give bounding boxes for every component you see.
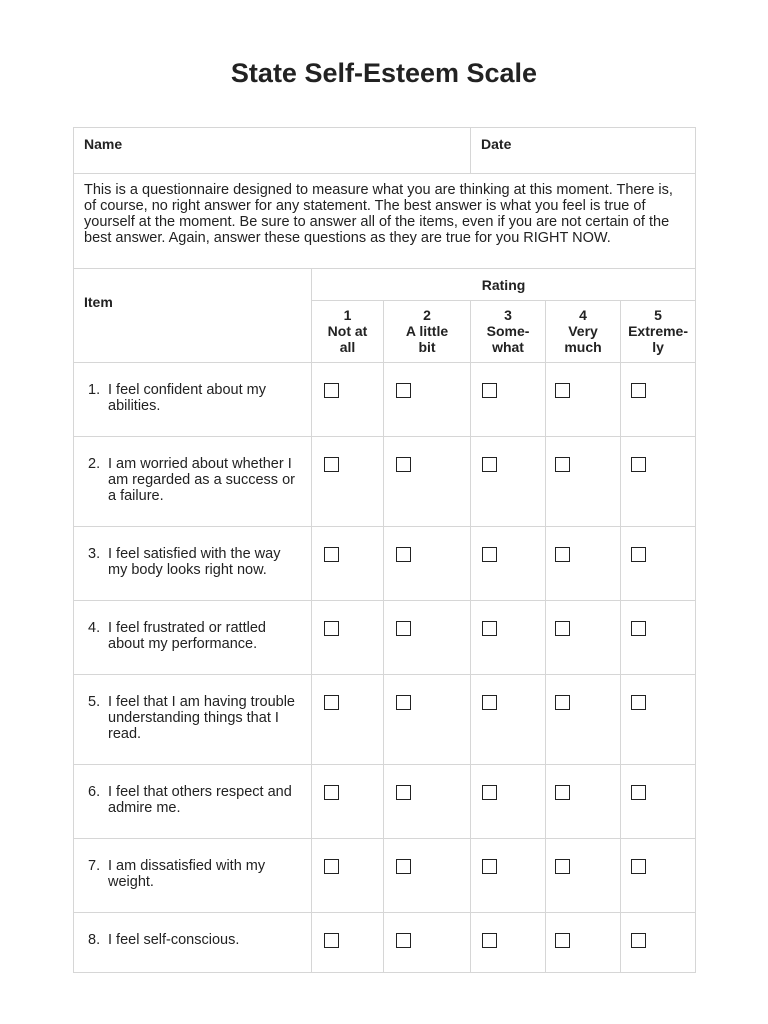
checkbox-5[interactable] [631,547,646,562]
table-row [74,527,696,601]
checkbox-5[interactable] [631,785,646,800]
checkbox-3[interactable] [482,785,497,800]
checkbox-3[interactable] [482,859,497,874]
checkbox-2[interactable] [396,547,411,562]
checkbox-2[interactable] [396,695,411,710]
checkbox-4[interactable] [555,695,570,710]
checkbox-1[interactable] [324,695,339,710]
self-esteem-questionnaire [73,127,696,973]
checkbox-5[interactable] [631,859,646,874]
checkbox-5[interactable] [631,621,646,636]
item-text: 4. I feel frustrated or rattled about my performance. [74,601,312,675]
checkbox-3[interactable] [482,383,497,398]
checkbox-5[interactable] [631,383,646,398]
table-row [74,839,696,913]
name-label: Name [84,136,123,152]
checkbox-1[interactable] [324,933,339,948]
checkbox-2[interactable] [396,933,411,948]
checkbox-4[interactable] [555,933,570,948]
item-text: 3. I feel satisfied with the way my body looks right now. [74,527,312,601]
table-row [74,913,696,973]
item-text: 8. I feel self-conscious. [74,913,312,973]
checkbox-5[interactable] [631,933,646,948]
checkbox-2[interactable] [396,859,411,874]
date-label: Date [481,136,512,152]
page-title: State Self-Esteem Scale [230,58,538,88]
checkbox-4[interactable] [555,457,570,472]
checkbox-5[interactable] [631,457,646,472]
checkbox-5[interactable] [631,695,646,710]
checkbox-3[interactable] [482,695,497,710]
table-row [74,437,696,527]
checkbox-4[interactable] [555,859,570,874]
checkbox-2[interactable] [396,785,411,800]
instructions: This is a questionnaire designed to measure what you are thinking at this moment. There is, of course, no right answer for any statement. The best answer is what you feel is true of yourself at the moment. Be sure to answer all of the items, even if you are not certain of the best answer. Again, answer these questions as they are true for you RIGHT NOW. [74,174,696,269]
item-text: 2. I am worried about whether I am regarded as a success or a failure. [74,437,312,527]
checkbox-3[interactable] [482,621,497,636]
checkbox-2[interactable] [396,621,411,636]
checkbox-3[interactable] [482,457,497,472]
checkbox-2[interactable] [396,383,411,398]
item-text: 7. I am dissatisfied with my weight. [74,839,312,913]
rating-header: Rating [312,269,696,301]
date-field[interactable] [471,128,696,174]
checkbox-1[interactable] [324,785,339,800]
item-text: 5. I feel that I am having trouble understanding things that I read. [74,675,312,765]
scale-header-2: 2 A little bit [384,301,471,363]
checkbox-4[interactable] [555,621,570,636]
table-row [74,675,696,765]
scale-header-1: 1 Not at all [312,301,384,363]
checkbox-3[interactable] [482,547,497,562]
checkbox-4[interactable] [555,785,570,800]
checkbox-1[interactable] [324,547,339,562]
checkbox-1[interactable] [324,457,339,472]
checkbox-1[interactable] [324,621,339,636]
item-text: 6. I feel that others respect and admire me. [74,765,312,839]
checkbox-4[interactable] [555,547,570,562]
checkbox-1[interactable] [324,383,339,398]
item-column-header: Item [74,269,312,363]
checkbox-3[interactable] [482,933,497,948]
checkbox-2[interactable] [396,457,411,472]
item-text: 1. I feel confident about my abilities. [74,363,312,437]
table-row [74,363,696,437]
scale-header-4: 4 Very much [546,301,621,363]
table-row [74,601,696,675]
checkbox-4[interactable] [555,383,570,398]
checkbox-1[interactable] [324,859,339,874]
name-field[interactable] [74,128,471,174]
scale-header-3: 3 Some- what [471,301,546,363]
scale-header-5: 5 Extreme- ly [621,301,696,363]
table-row [74,765,696,839]
